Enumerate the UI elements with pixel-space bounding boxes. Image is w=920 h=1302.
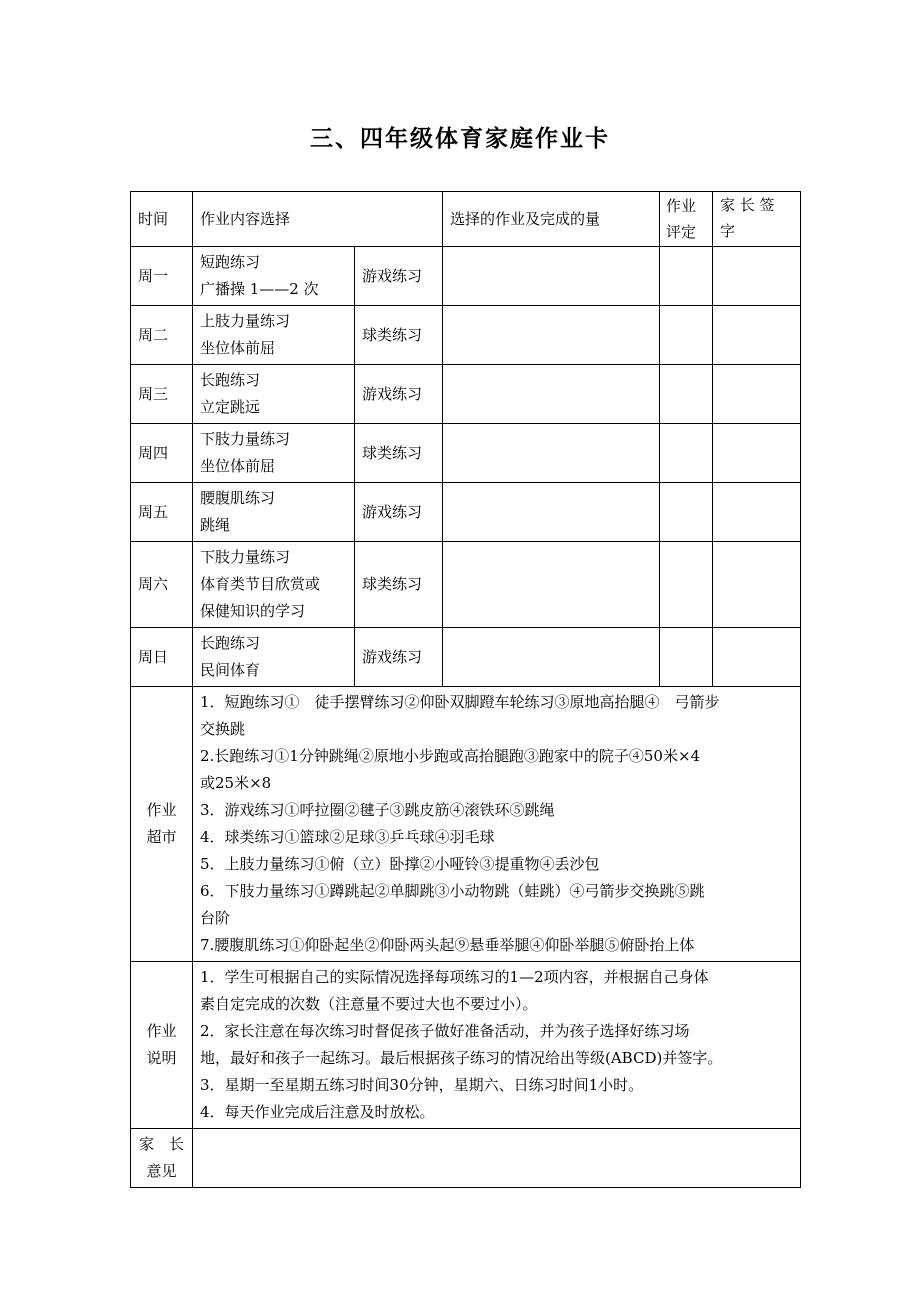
market-content: [193, 687, 801, 962]
day-label: 周四: [131, 424, 193, 483]
notes-label-line: 作业: [146, 1022, 177, 1040]
day-item-line: 体育类节目欣赏或: [200, 575, 321, 593]
eval-input[interactable]: [660, 247, 713, 306]
day-item-line: 跳绳: [200, 516, 231, 534]
notes-line: 素自定完成的次数（注意量不要过大也不要过小）。: [200, 995, 538, 1013]
header-chosen: 选择的作业及完成的量: [443, 192, 660, 247]
header-time: 时间: [131, 192, 193, 247]
day-exercise-type: 游戏练习: [355, 628, 443, 687]
market-line: 7.腰腹肌练习①仰卧起坐②仰卧两头起⑨悬垂举腿④仰卧举腿⑤俯卧抬上体: [200, 936, 695, 954]
day-item-line: 长跑练习: [200, 371, 261, 389]
notes-label-line: 说明: [146, 1049, 177, 1067]
eval-input[interactable]: [660, 542, 713, 628]
market-label-line: 超市: [146, 828, 177, 846]
day-items: [193, 542, 355, 628]
opinion-label-line: 意见: [146, 1162, 177, 1180]
day-exercise-type: 游戏练习: [355, 247, 443, 306]
eval-input[interactable]: [660, 483, 713, 542]
eval-input[interactable]: [660, 306, 713, 365]
day-label: 周一: [131, 247, 193, 306]
header-sign: [713, 192, 801, 247]
day-label: 周二: [131, 306, 193, 365]
opinion-label: [131, 1129, 193, 1188]
sign-input[interactable]: [713, 365, 801, 424]
market-line: 5．上肢力量练习①俯（立）卧撑②小哑铃③提重物④丢沙包: [200, 855, 600, 873]
chosen-input[interactable]: [443, 483, 660, 542]
sign-input[interactable]: [713, 542, 801, 628]
sign-input[interactable]: [713, 247, 801, 306]
day-label: 周三: [131, 365, 193, 424]
notes-line: 4．每天作业完成后注意及时放松。: [200, 1103, 435, 1121]
eval-input[interactable]: [660, 628, 713, 687]
day-label: 周日: [131, 628, 193, 687]
chosen-input[interactable]: [443, 542, 660, 628]
day-item-line: 上肢力量练习: [200, 312, 291, 330]
sign-input[interactable]: [713, 483, 801, 542]
market-label: [131, 687, 193, 962]
day-row: [131, 424, 801, 483]
day-row: [131, 542, 801, 628]
market-line: 6．下肢力量练习①蹲跳起②单脚跳③小动物跳（蛙跳）④弓箭步交换跳⑤跳: [200, 882, 705, 900]
day-items: [193, 306, 355, 365]
market-label-line: 作业: [146, 801, 177, 819]
day-item-line: 广播操 1——2 次: [200, 280, 319, 298]
day-item-line: 坐位体前屈: [200, 339, 276, 357]
day-item-line: 民间体育: [200, 661, 261, 679]
day-row: [131, 306, 801, 365]
day-item-line: 腰腹肌练习: [200, 489, 276, 507]
chosen-input[interactable]: [443, 306, 660, 365]
header-eval: [660, 192, 713, 247]
notes-line: 地，最好和孩子一起练习。最后根据孩子练习的情况给出等级(ABCD)并签字。: [200, 1049, 723, 1067]
day-item-line: 立定跳远: [200, 398, 261, 416]
market-line: 交换跳: [200, 720, 246, 738]
day-items: [193, 483, 355, 542]
chosen-input[interactable]: [443, 247, 660, 306]
day-item-line: 下肢力量练习: [200, 548, 291, 566]
day-items: [193, 628, 355, 687]
header-content: 作业内容选择: [193, 192, 443, 247]
homework-card-table: [130, 191, 801, 1188]
day-label: 周六: [131, 542, 193, 628]
opinion-label-line: 家 长: [138, 1135, 184, 1153]
sign-input[interactable]: [713, 424, 801, 483]
day-item-line: 长跑练习: [200, 634, 261, 652]
chosen-input[interactable]: [443, 365, 660, 424]
day-item-line: 短跑练习: [200, 253, 261, 271]
eval-input[interactable]: [660, 365, 713, 424]
day-exercise-type: 球类练习: [355, 306, 443, 365]
sign-input[interactable]: [713, 628, 801, 687]
notes-line: 2．家长注意在每次练习时督促孩子做好准备活动，并为孩子选择好练习场: [200, 1022, 690, 1040]
day-item-line: 坐位体前屈: [200, 457, 276, 475]
day-exercise-type: 球类练习: [355, 542, 443, 628]
day-label: 周五: [131, 483, 193, 542]
header-sign-line: 家 长 签: [720, 196, 775, 214]
header-eval-line: 评定: [666, 223, 697, 241]
sign-input[interactable]: [713, 306, 801, 365]
day-item-line: 下肢力量练习: [200, 430, 291, 448]
market-line: 3．游戏练习①呼拉圈②毽子③跳皮筋④滚铁环⑤跳绳: [200, 801, 555, 819]
header-sign-line: 字: [720, 222, 736, 240]
day-items: [193, 424, 355, 483]
day-exercise-type: 游戏练习: [355, 483, 443, 542]
notes-content: [193, 962, 801, 1129]
market-line: 1．短跑练习① 徒手摆臂练习②仰卧双脚蹬车轮练习③原地高抬腿④ 弓箭步: [200, 693, 720, 711]
market-line: 2.长跑练习①1分钟跳绳②原地小步跑或高抬腿跑③跑家中的院子④50米×4: [200, 747, 701, 765]
day-items: [193, 365, 355, 424]
day-row: [131, 365, 801, 424]
header-row: [131, 192, 801, 247]
market-line: 台阶: [200, 909, 231, 927]
notes-label: [131, 962, 193, 1129]
market-line: 或25米×8: [200, 774, 272, 792]
notes-row: [131, 962, 801, 1129]
eval-input[interactable]: [660, 424, 713, 483]
day-exercise-type: 球类练习: [355, 424, 443, 483]
day-exercise-type: 游戏练习: [355, 365, 443, 424]
header-eval-line: 作业: [666, 197, 697, 215]
page-title: 三、四年级体育家庭作业卡: [310, 126, 610, 152]
day-items: [193, 247, 355, 306]
notes-line: 1．学生可根据自己的实际情况选择每项练习的1—2项内容，并根据自己身体: [200, 968, 709, 986]
chosen-input[interactable]: [443, 424, 660, 483]
day-row: [131, 247, 801, 306]
opinion-row: [131, 1129, 801, 1188]
notes-line: 3．星期一至星期五练习时间30分钟，星期六、日练习时间1小时。: [200, 1076, 644, 1094]
day-item-line: 保健知识的学习: [200, 602, 306, 620]
day-row: [131, 483, 801, 542]
market-row: [131, 687, 801, 962]
opinion-input[interactable]: [193, 1129, 801, 1188]
market-line: 4．球类练习①篮球②足球③乒乓球④羽毛球: [200, 828, 495, 846]
day-row: [131, 628, 801, 687]
chosen-input[interactable]: [443, 628, 660, 687]
